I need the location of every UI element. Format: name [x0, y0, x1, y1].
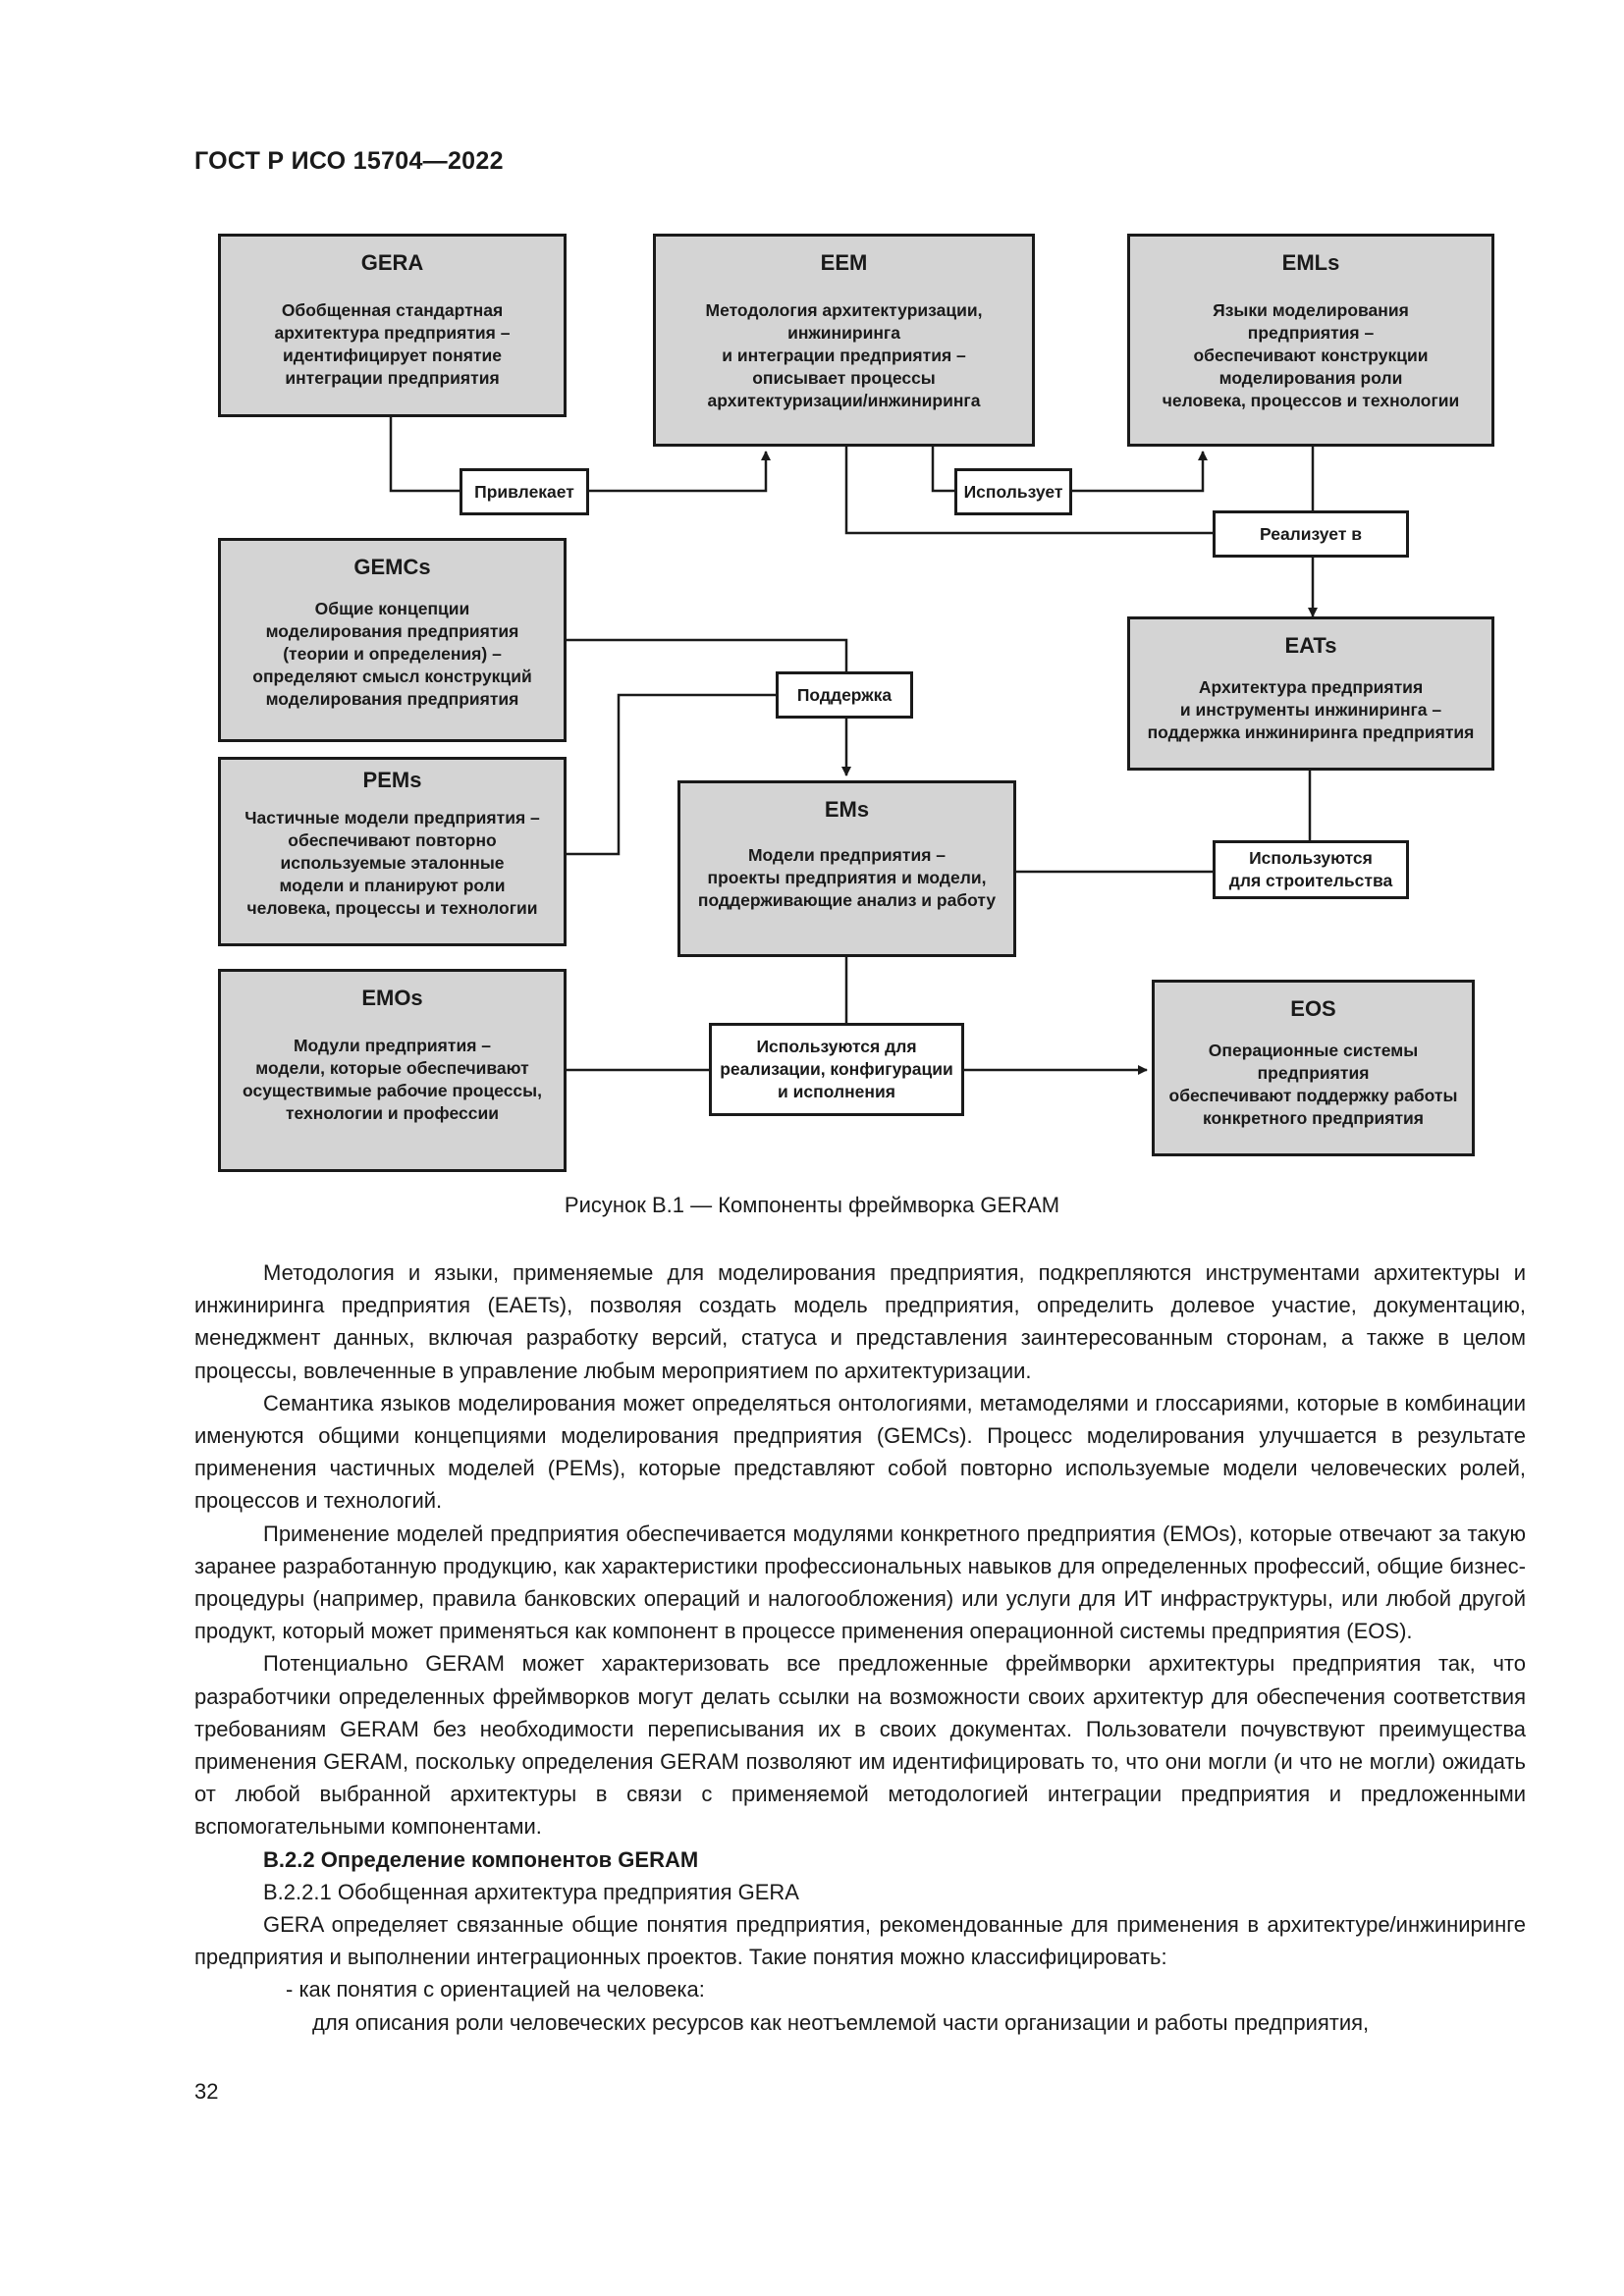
list-item: - как понятия с ориентацией на человека:	[286, 1977, 705, 2002]
ems-title: EMs	[824, 797, 870, 822]
emls-title: EMLs	[1281, 250, 1340, 275]
pems-title: PEMs	[362, 768, 422, 792]
label-used-for-building: Используются для строительства	[1213, 840, 1409, 899]
emls-box	[1127, 234, 1494, 447]
connector-eem-uses	[933, 447, 954, 491]
subsection-heading: В.2.2.1 Обобщенная архитектура предприятия GERA	[263, 1879, 799, 1904]
eem-title: EEM	[820, 250, 868, 275]
gera-box	[218, 234, 567, 417]
paragraph: Методология и языки, применяемые для моделирования предприятия, подкрепляются инструментами архитектуры и инжиниринга предприятия (EAETs), позволяя создать модель предприятия, определить долевое участие, документацию, менеджмент данных, включая разработку версий, статуса и представления заинтересованным сторонам, а также в целом процессы, вовлеченные в управление любым мероприятием по архитектуризации.	[194, 1260, 1526, 1383]
gemcs-description: Общие концепции моделирования предприятия (теории и определения) – определяют смысл конструкций моделирования предприятия	[252, 599, 532, 709]
eos-description: Операционные системы предприятия обеспечивают поддержку работы конкретного предприятия	[1168, 1041, 1458, 1128]
eats-box	[1127, 616, 1494, 771]
emos-box	[218, 969, 567, 1172]
label-support: Поддержка	[776, 671, 913, 719]
connector-engages-eem	[589, 452, 766, 491]
emls-description: Языки моделирования предприятия – обеспечивают конструкции моделирования роли человека, процессов и технологии	[1162, 300, 1460, 410]
section-heading: В.2.2 Определение компонентов GERAM	[263, 1846, 699, 1872]
ems-description: Модели предприятия – проекты предприятия и модели, поддерживающие анализ и работу	[697, 845, 997, 910]
label-implemented-in: Реализует в	[1213, 510, 1409, 558]
label-engages: Привлекает	[460, 468, 589, 515]
label-used-for-realization: Используются для реализации, конфигурации и исполнения	[709, 1023, 964, 1116]
list-subitem: для описания роли человеческих ресурсов как неотъемлемой части организации и работы предприятия,	[312, 2009, 1370, 2035]
eats-title: EATs	[1284, 633, 1337, 658]
emos-title: EMOs	[361, 986, 423, 1010]
eem-box	[653, 234, 1035, 447]
gemcs-title: GEMCs	[353, 555, 431, 579]
eem-description: Методология архитектуризации, инжиниринга и интеграции предприятия – описывает процессы архитектуризации/инжиниринга	[705, 300, 983, 410]
gera-title: GERA	[360, 250, 424, 275]
eos-box	[1152, 980, 1475, 1156]
pems-description: Частичные модели предприятия – обеспечивают повторно используемые эталонные модели и планируют роли человека, процессы и технологии	[244, 808, 540, 918]
document-header: ГОСТ Р ИСО 15704—2022	[194, 147, 504, 175]
paragraph: Применение моделей предприятия обеспечивается модулями конкретного предприятия (EMOs), которые отвечают за такую заранее разработанную продукцию, как характеристики профессиональных навыков для определенных профессий, общие бизнес-процедуры (например, правила банковских операций и налогообложения) или услуги для ИТ инфраструктуры, или любой другой продукт, который может применяться как компонент в процессе применения операционной системы предприятия (EOS).	[194, 1521, 1526, 1644]
paragraph: Семантика языков моделирования может определяться онтологиями, метамоделями и глоссариями, которые в комбинации именуются общими концепциями моделирования предприятия (GEMCs). Процесс моделирования улучшается в результате применения частичных моделей (PEMs), которые представляют собой повторно используемые модели человеческих ролей, процессов и технологий.	[194, 1390, 1526, 1514]
eos-title: EOS	[1290, 996, 1336, 1021]
emos-description: Модули предприятия – модели, которые обеспечивают осуществимые рабочие процессы, технологии и профессии	[243, 1036, 542, 1123]
paragraph: GERA определяет связанные общие понятия предприятия, рекомендованные для применения в архитектуре/инжиниринге предприятия и выполнении интеграционных проектов. Такие понятия можно классифицировать:	[194, 1912, 1526, 1970]
connector-gera-eem	[391, 417, 460, 491]
pems-box	[218, 757, 567, 946]
figure-caption: Рисунок В.1 — Компоненты фреймворка GERAM	[564, 1193, 1060, 1217]
paragraph: Потенциально GERAM может характеризовать все предложенные фреймворки архитектуры предприятия так, что разработчики определенных фреймворков могут делать ссылки на возможности своих архитектур для обеспечения соответствия требованиям GERAM без необходимости переписывания их в своих документах. Пользователи почувствуют преимущества применения GERAM, поскольку определения GERAM позволяют им идентифицировать то, что они могли (и что не могли) ожидать от любой выбранной архитектуры в связи с применяемой методологией интеграции предприятия и предложенными вспомогательными компонентами.	[194, 1651, 1526, 1840]
ems-box	[677, 780, 1016, 957]
gera-description: Обобщенная стандартная архитектура предприятия – идентифицирует понятие интеграции предприятия	[274, 300, 511, 388]
connector-uses-emls	[1072, 452, 1203, 491]
gemcs-box	[218, 538, 567, 742]
label-uses: Использует	[954, 468, 1072, 515]
body-text	[194, 1256, 1526, 2039]
eats-description: Архитектура предприятия и инструменты инжиниринга – поддержка инжиниринга предприятия	[1147, 677, 1475, 742]
page-number: 32	[194, 2079, 219, 2104]
